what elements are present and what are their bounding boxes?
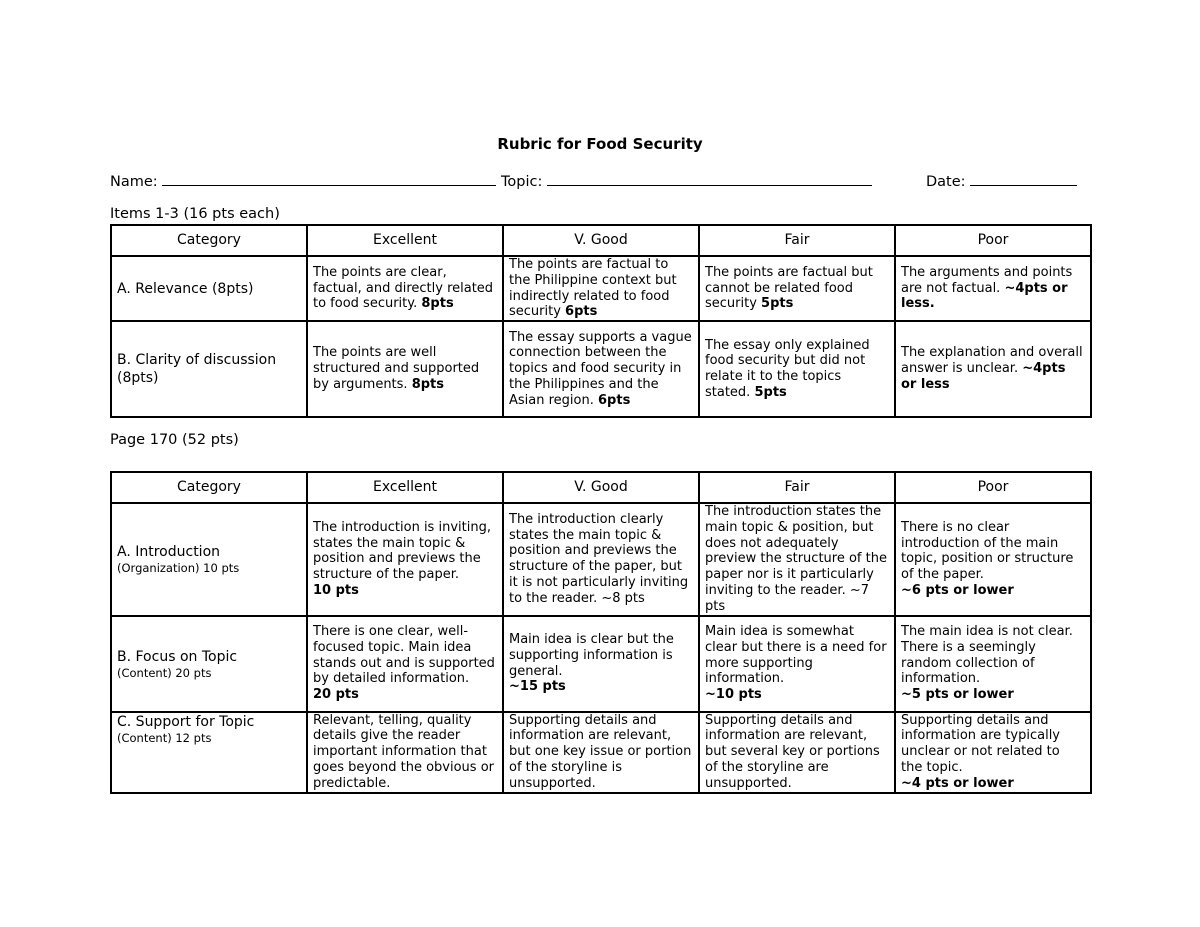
criteria-text: The explanation and overall answer is unclear. — [901, 345, 1083, 377]
category-label: A. Introduction — [117, 544, 221, 561]
points-value: 8pts — [421, 296, 454, 312]
document-title: Rubric for Food Security — [497, 135, 703, 153]
section1-label: Items 1-3 (16 pts each) — [110, 206, 280, 222]
points-value: ~6 pts or lower — [901, 582, 1014, 598]
rubric-table-page-170 — [110, 471, 1092, 794]
points-value: 5pts — [761, 296, 794, 312]
header-category: Category — [111, 225, 307, 256]
header-v-good: V. Good — [503, 225, 699, 256]
category-label: B. Clarity of discussion (8pts) — [117, 352, 277, 387]
name-blank-line[interactable] — [162, 171, 496, 186]
criteria-text: Main idea is clear but the supporting information is general. — [509, 631, 674, 679]
criteria-text: The points are factual but cannot be related food security — [705, 264, 873, 312]
date-field[interactable] — [926, 171, 1077, 190]
header-fair: Fair — [699, 472, 895, 503]
category-cell — [111, 503, 307, 616]
category-subtitle: (Organization) 10 pts — [117, 561, 240, 576]
header-fields — [110, 171, 1090, 191]
rubric-table-items — [110, 224, 1092, 418]
criteria-text: The introduction is inviting, states the main topic & position and previews the structure of the paper. — [313, 519, 491, 583]
criteria-text: The arguments and points are not factual. — [901, 264, 1073, 296]
criteria-text: The introduction states the main topic & position, but does not adequately preview the structure of the paper nor is it particularly inviting to the reader. ~7 pts — [705, 504, 887, 614]
table-header-row — [111, 472, 1091, 503]
points-value: ~10 pts — [705, 687, 762, 703]
points-value: 6pts — [565, 304, 598, 320]
points-value: 10 pts — [313, 582, 359, 598]
excellent-cell — [307, 712, 503, 793]
criteria-text: The essay supports a vague connection between the topics and food security in the Philippines and the Asian region. — [509, 329, 692, 408]
criteria-text: The main idea is not clear. There is a seemingly random collection of information. — [901, 624, 1073, 687]
criteria-text: The points are well structured and supported by arguments. — [313, 345, 480, 393]
criteria-text: There is no clear introduction of the main topic, position or structure of the paper. — [901, 519, 1074, 583]
table-row — [111, 503, 1091, 616]
v-good-cell — [503, 712, 699, 793]
poor-cell — [895, 256, 1091, 321]
points-value: ~4 pts or lower — [901, 775, 1014, 791]
fair-cell — [699, 321, 895, 417]
criteria-text: Main idea is somewhat clear but there is a need for more supporting information. — [705, 624, 887, 687]
poor-cell — [895, 321, 1091, 417]
points-value: 20 pts — [313, 687, 359, 703]
header-v-good: V. Good — [503, 472, 699, 503]
topic-field[interactable] — [501, 171, 872, 190]
table-row — [111, 616, 1091, 712]
table-row — [111, 256, 1091, 321]
v-good-cell — [503, 616, 699, 712]
header-category: Category — [111, 472, 307, 503]
category-label: C. Support for Topic — [117, 713, 255, 730]
date-label: Date: — [926, 174, 966, 190]
table-row — [111, 321, 1091, 417]
header-fair: Fair — [699, 225, 895, 256]
header-poor: Poor — [895, 472, 1091, 503]
topic-label: Topic: — [501, 174, 543, 190]
excellent-cell — [307, 616, 503, 712]
points-value: 5pts — [754, 384, 787, 400]
points-value: 6pts — [598, 392, 631, 408]
poor-cell — [895, 712, 1091, 793]
poor-cell — [895, 503, 1091, 616]
name-label: Name: — [110, 174, 158, 190]
category-label: B. Focus on Topic — [117, 648, 238, 665]
poor-cell — [895, 616, 1091, 712]
points-value: ~4pts or less — [901, 361, 1066, 393]
date-blank-line[interactable] — [970, 171, 1077, 186]
criteria-text: The points are factual to the Philippine context but indirectly related to food security — [509, 257, 677, 320]
category-label: A. Relevance (8pts) — [117, 280, 254, 297]
category-cell — [111, 256, 307, 321]
section2-label: Page 170 (52 pts) — [110, 432, 239, 448]
excellent-cell — [307, 321, 503, 417]
fair-cell — [699, 503, 895, 616]
header-poor: Poor — [895, 225, 1091, 256]
criteria-text: The introduction clearly states the main topic & position and previews the structure of the paper, but it is not particularly inviting to the reader. ~8 pts — [509, 511, 689, 606]
criteria-text: There is one clear, well-focused topic. Main idea stands out and is supported by detailed information. — [313, 624, 495, 687]
fair-cell — [699, 256, 895, 321]
criteria-text: Supporting details and information are relevant, but several key or portions of the storyline are unsupported. — [705, 712, 880, 791]
header-excellent: Excellent — [307, 472, 503, 503]
criteria-text: Relevant, telling, quality details give the reader important information that goes beyond the obvious or predictable. — [313, 712, 495, 791]
table-header-row — [111, 225, 1091, 256]
name-field[interactable] — [110, 171, 496, 190]
v-good-cell — [503, 321, 699, 417]
points-value: 8pts — [411, 377, 445, 393]
criteria-text: Supporting details and information are relevant, but one key issue or portion of the storyline is unsupported. — [509, 712, 692, 791]
excellent-cell — [307, 503, 503, 616]
points-value: ~15 pts — [509, 679, 566, 695]
table-row — [111, 712, 1091, 793]
category-cell — [111, 712, 307, 793]
fair-cell — [699, 616, 895, 712]
topic-blank-line[interactable] — [547, 171, 872, 186]
criteria-text: The points are clear, factual, and directly related to food security. — [313, 264, 494, 312]
points-value: ~4pts or less. — [901, 280, 1068, 312]
fair-cell — [699, 712, 895, 793]
header-excellent: Excellent — [307, 225, 503, 256]
v-good-cell — [503, 503, 699, 616]
v-good-cell — [503, 256, 699, 321]
category-subtitle: (Content) 12 pts — [117, 730, 212, 745]
category-subtitle: (Content) 20 pts — [117, 665, 212, 680]
criteria-text: Supporting details and information are typically unclear or not related to the topic. — [901, 712, 1061, 775]
category-cell — [111, 616, 307, 712]
criteria-text: The essay only explained food security but did not relate it to the topics stated. — [705, 337, 870, 400]
points-value: ~5 pts or lower — [901, 687, 1014, 703]
excellent-cell — [307, 256, 503, 321]
category-cell — [111, 321, 307, 417]
